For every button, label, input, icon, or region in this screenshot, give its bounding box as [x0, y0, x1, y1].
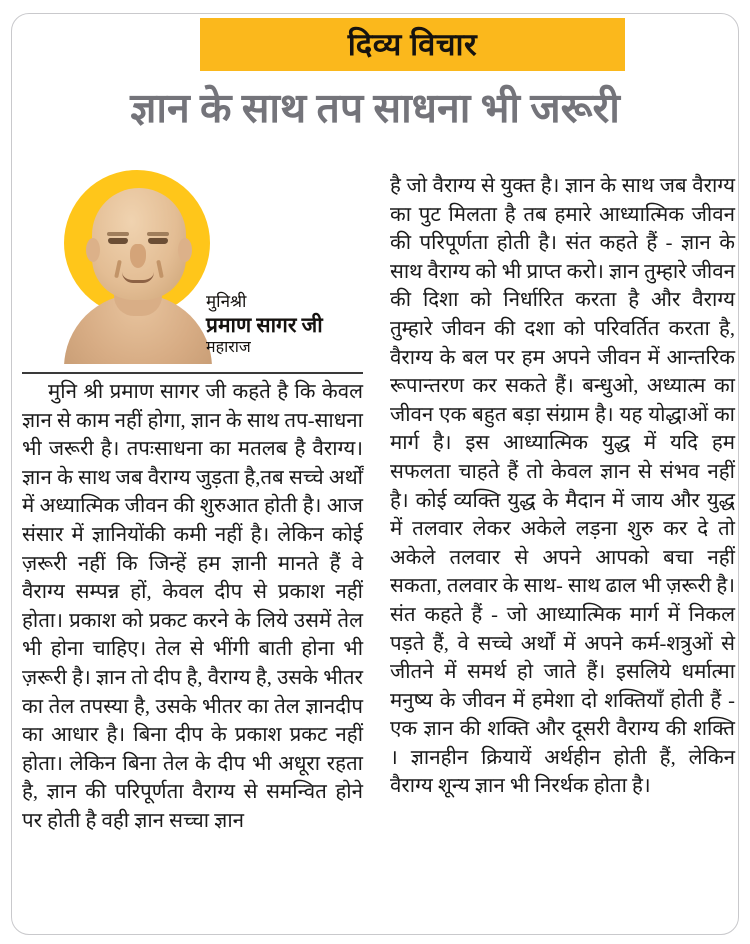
portrait-ear-left	[86, 238, 100, 262]
caption-title: महाराज	[206, 339, 251, 357]
article-column-right	[390, 172, 735, 801]
masthead-title: दिव्य विचार	[347, 27, 478, 62]
column-divider-rule	[22, 372, 363, 374]
masthead-banner	[200, 18, 625, 71]
caption-name: प्रमाण सागर जी	[206, 312, 323, 337]
portrait-caption	[206, 292, 356, 358]
article-body-right: है जो वैराग्य से युक्त है। ज्ञान के साथ जब वैराग्य का पुट मिलता है तब हमारे आध्यात्मिक जीवन की परिपूर्णता होती है। संत कहते हैं - ज्ञान के साथ वैराग्य को भी प्राप्त करो। ज्ञान तुम्हारे जीवन की दिशा को निर्धारित करता है और वैराग्य तुम्हारे जीवन की दशा को परिवर्तित करता है, वैराग्य के बल पर हम अपने जीवन में आन्तरिक रूपान्तरण कर सकते हैं। बन्धुओ, अध्यात्म का जीवन एक बहुत बड़ा संग्राम है। यह योद्धाओं का मार्ग है। इस आध्यात्मिक युद्ध में यदि हम सफलता चाहते हैं तो केवल ज्ञान से संभव नहीं है। कोई व्यक्ति युद्ध के मैदान में जाय और युद्ध में तलवार लेकर अकेले लड़ना शुरु कर दे तो अकेले तलवार से अपने आपको बचा नहीं सकता, तलवार के साथ- साथ ढाल भी ज़रूरी है। संत कहते हैं - जो आध्यात्मिक मार्ग में निकल पड़ते हैं, वे सच्चे अर्थों में अपने कर्म-शत्रुओं से जीतने में समर्थ हो जाते हैं। इसलिये धर्मात्मा मनुष्य के जीवन में हमेशा दो शक्तियाँ होती हैं - एक ज्ञान की शक्ति और दूसरी वैराग्य की शक्ति । ज्ञानहीन क्रियायें अर्थहीन होती हैं, लेकिन वैराग्य शून्य ज्ञान भी निरर्थक होता है।	[390, 175, 735, 798]
headline: ज्ञान के साथ तप साधना भी जरूरी	[130, 85, 620, 131]
article-body-left: मुनि श्री प्रमाण सागर जी कहते है कि केवल ज्ञान से काम नहीं होगा, ज्ञान के साथ तप-साधना भी जरूरी है। तपःसाधना का मतलब है वैराग्य। ज्ञान के साथ जब वैराग्य जुड़ता है,तब सच्चे अर्थों में अध्यात्मिक जीवन की शुरुआत होती है। आज संसार में ज्ञानियोंकी कमी नहीं है। लेकिन कोई ज़रूरी नहीं कि जिन्हें हम ज्ञानी मानते हैं वे वैराग्य सम्पन्न हों, केवल दीप से प्रकाश नहीं होता। प्रकाश को प्रकट करने के लिये उसमें तेल भी होना चाहिए। तेल से भींगी बाती होना भी ज़रूरी है। ज्ञान तो दीप है, वैराग्य है, उसके भीतर का तेल तपस्या है, उसके भीतर का तेल ज्ञानदीप का आधार है। बिना दीप के प्रकाश प्रकट नहीं होता। लेकिन बिना तेल के दीप भी अधूरा रहता है, ज्ञान की परिपूर्णता वैराग्य से समन्वित होने पर होती है वही ज्ञान सच्चा ज्ञान	[22, 381, 363, 832]
portrait-brow-left	[107, 232, 129, 236]
portrait-eye-left	[108, 238, 128, 244]
article-column-left	[22, 378, 363, 836]
caption-honorific: मुनिश्री	[206, 292, 247, 311]
portrait-brow-right	[147, 232, 169, 236]
portrait-ear-right	[178, 238, 192, 262]
portrait-nose	[130, 244, 146, 268]
monk-portrait-image	[58, 176, 216, 364]
portrait-eye-right	[148, 238, 168, 244]
